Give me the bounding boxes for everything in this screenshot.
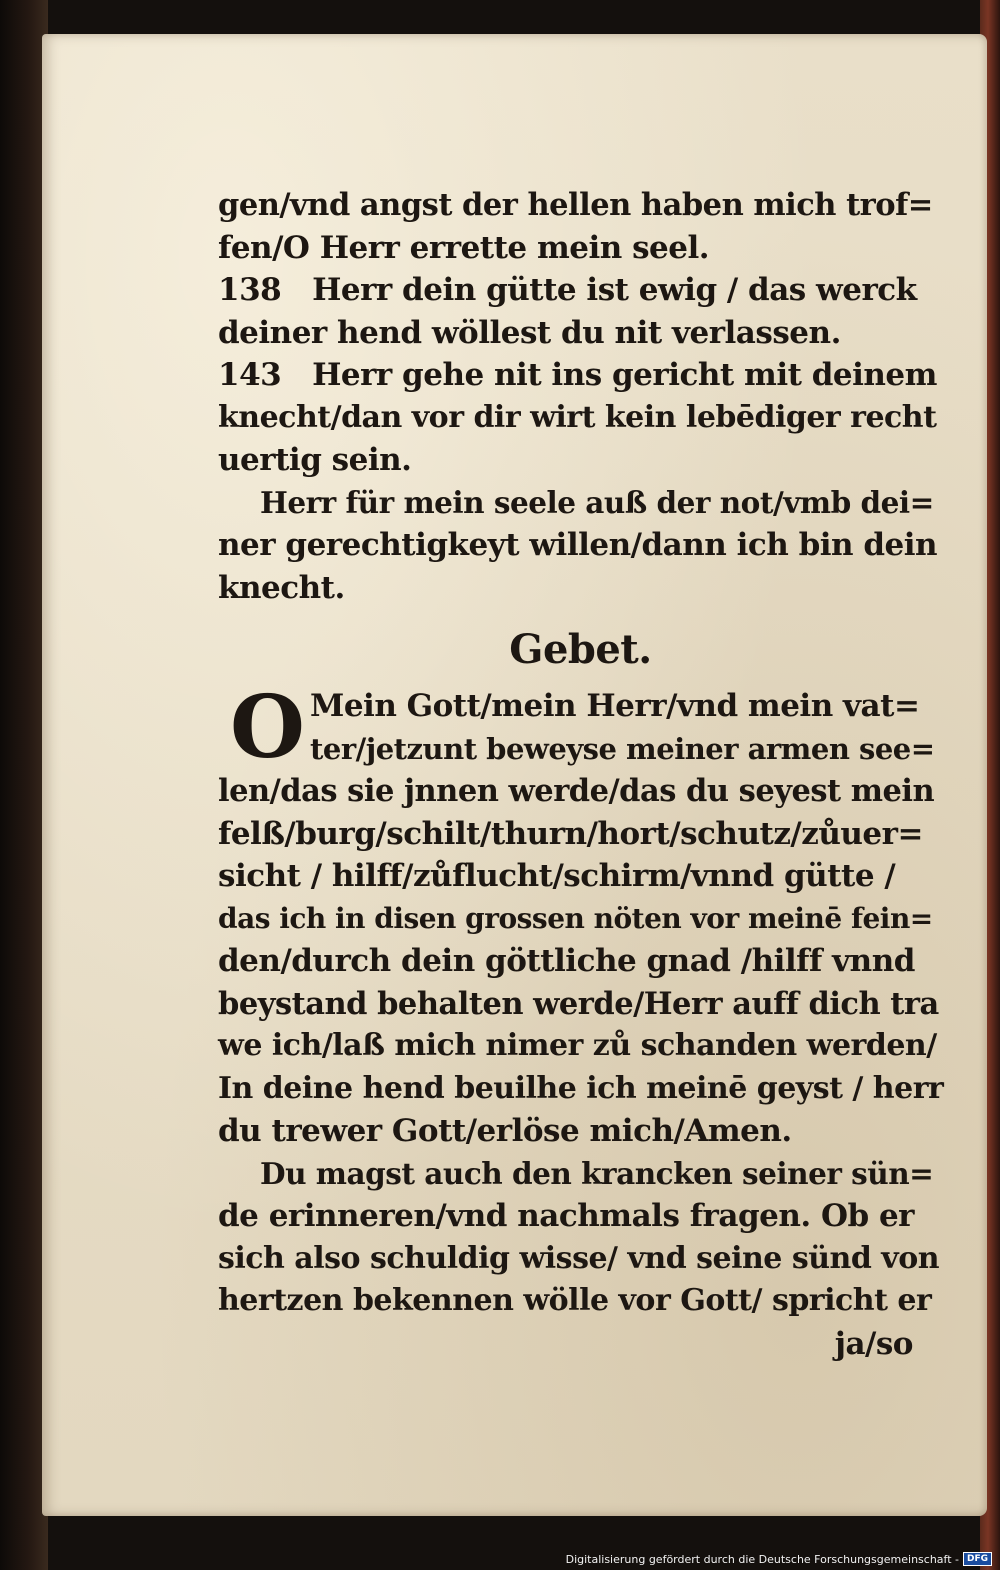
text-line: Herr für mein seele auß der not/vmb dei= <box>260 484 934 520</box>
text-line: ter/jetzunt beweyse meiner armen see= <box>310 731 935 766</box>
drop-capital: O <box>230 677 305 778</box>
text-line: len/das sie jnnen werde/das du seyest mein <box>218 773 935 809</box>
text-line: das ich in disen grossen nöten vor meinē fein= <box>218 901 933 935</box>
text-line: du trewer Gott/erlöse mich/Amen. <box>218 1113 792 1149</box>
text-line: knecht. <box>218 569 345 606</box>
text-line: gen/vnd angst der hellen haben mich trof= <box>218 187 933 223</box>
text-line: Du magst auch den krancken seiner sün= <box>260 1155 934 1191</box>
text-line: In deine hend beuilhe ich meinē geyst / herr <box>218 1070 944 1106</box>
text-line: felß/burg/schilt/thurn/hort/schutz/zůuer= <box>218 815 923 852</box>
book-page <box>42 34 987 1516</box>
text-line: 138 Herr dein gütte ist ewig / das werck <box>218 272 917 308</box>
text-line: sich also schuldig wisse/ vnd seine sünd von <box>218 1240 940 1276</box>
text-line: uertig sein. <box>218 442 412 478</box>
text-line: 143 Herr gehe nit ins gericht mit deinem <box>218 357 937 393</box>
text-line: beystand behalten werde/Herr auff dich tra <box>218 985 939 1022</box>
dfg-logo: DFG <box>963 1552 992 1566</box>
text-line: deiner hend wöllest du nit verlassen. <box>218 314 841 351</box>
text-line: den/durch dein göttliche gnad /hilff vnnd <box>218 943 915 979</box>
text-line: knecht/dan vor dir wirt kein lebēdiger recht <box>218 399 937 435</box>
text-line: sicht / hilff/zůflucht/schirm/vnnd gütte / <box>218 858 896 894</box>
digitization-credit <box>566 1551 992 1567</box>
credit-text: Digitalisierung gefördert durch die Deutsche Forschungsgemeinschaft - <box>565 1552 959 1566</box>
text-line: Mein Gott/mein Herr/vnd mein vat= <box>310 688 920 724</box>
catchword: ja/so <box>834 1325 913 1362</box>
text-line: de erinneren/vnd nachmals fragen. Ob er <box>218 1198 915 1234</box>
prayer-paragraph <box>218 677 944 1153</box>
page-text <box>218 184 943 1365</box>
book-binding-edge <box>0 0 48 1570</box>
text-line: fen/O Herr errette mein seel. <box>218 229 710 266</box>
text-line: hertzen bekennen wölle vor Gott/ spricht er <box>218 1283 932 1318</box>
section-heading: Gebet. <box>509 626 652 673</box>
text-line: we ich/laß mich nimer zů schanden werden/ <box>218 1028 937 1063</box>
text-line: ner gerechtigkeyt willen/dann ich bin dein <box>218 527 938 563</box>
